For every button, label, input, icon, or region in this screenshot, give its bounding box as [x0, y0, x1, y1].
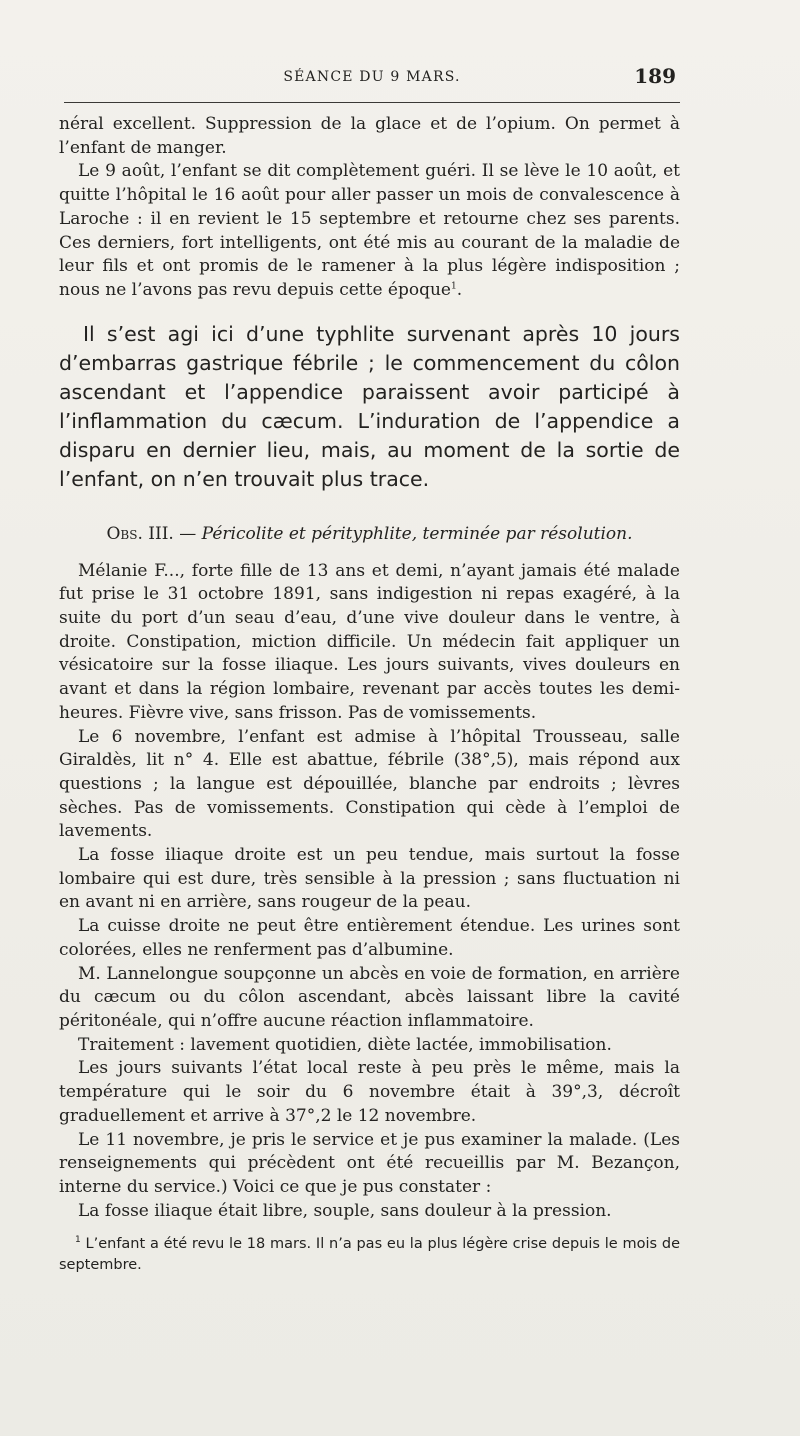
observation-paragraph: La cuisse droite ne peut être entièrement étendue. Les urines sont colorées, elles ne renferment pas d’albumine.: [59, 916, 680, 960]
observation-title: Péricolite et pérityphlite, terminée par résolution.: [201, 523, 633, 544]
footnote: [59, 1234, 680, 1276]
observation-label: Obs. III.: [106, 523, 174, 544]
body-text: [59, 113, 680, 1223]
observation-dash: —: [179, 523, 197, 544]
observation-paragraph: Le 11 novembre, je pris le service et je pus examiner la malade. (Les renseignements qui précèdent ont été recueillis par M. Bezançon, interne du service.) Voici ce que je pus constater :: [59, 1129, 680, 1197]
conclusion-paragraph: Il s’est agi ici d’une typhlite survenant après 10 jours d’embarras gastrique fébrile ; le commencement du côlon ascendant et l’appendice paraissent avoir participé à l’inflammation du cæcum. L’induration de l’appendice a disparu en dernier lieu, mais, au moment de la sortie de l’enfant, on n’en trouvait plus trace.: [59, 321, 680, 491]
paragraph: Le 9 août, l’enfant se dit complètement guéri. Il se lève le 10 août, et quitte l’hôpital le 16 août pour aller passer un mois de convalescence à Laroche : il en revient le 15 septembre et retourne chez ses parents. Ces derniers, fort intelligents, ont été mis au courant de la maladie de leur fils et ont promis de le ramener à la plus légère indisposition ; nous ne l’avons pas revu depuis cette époque$^1$.: [59, 161, 680, 300]
footnote-text: L’enfant a été revu le 18 mars. Il n’a pas eu la plus légère crise depuis le mois de septembre.: [59, 1236, 680, 1273]
observation-paragraph: Mélanie F..., forte fille de 13 ans et demi, n’ayant jamais été malade fut prise le 31 octobre 1891, sans indigestion ni repas exagéré, à la suite du port d’un seau d’eau, d’une vive douleur dans le ventre, à droite. Constipation, miction difficile. Un médecin fait appliquer un vésicatoire sur la fosse iliaque. Les jours suivants, vives douleurs en avant et dans la région lombaire, revenant par accès toutes les demi-heures. Fièvre vive, sans frisson. Pas de vomissements.: [59, 560, 680, 723]
observation-paragraph: La fosse iliaque était libre, souple, sans douleur à la pression.: [78, 1200, 612, 1221]
observation-paragraph: M. Lannelongue soupçonne un abcès en voie de formation, en arrière du cæcum ou du côlon ascendant, abcès laissant libre la cavité péritonéale, qui n’offre aucune réaction inflammatoire.: [59, 963, 680, 1031]
paragraph-text: Le 9 août, l’enfant se dit complètement guéri. Il se lève le 10 août, et quitte l’hôpital le 16 août pour aller passer un mois de convalescence à Laroche : il en revient le 15 septembre et retourne chez ses parents. Ces derniers, fort intelligents, ont été mis au courant de la maladie de leur fils et ont promis de le ramener à la plus légère indisposition ; nous ne l’avons pas revu depuis cette époque: [59, 161, 680, 300]
observation-paragraph: Les jours suivants l’état local reste à peu près le même, mais la température qui le soir du 6 novembre était à 39°,3, décroît graduellement et arrive à 37°,2 le 12 novembre.: [59, 1058, 680, 1126]
page-header: [64, 62, 680, 96]
footnote-reference: 1: [450, 281, 457, 292]
observation-paragraph: Traitement : lavement quotidien, diète lactée, immobilisation.: [78, 1034, 612, 1055]
header-rule: [64, 102, 680, 103]
page-number: 189: [634, 64, 676, 88]
footnote-marker: 1: [75, 1235, 81, 1246]
running-title: SÉANCE DU 9 MARS.: [283, 69, 461, 85]
paragraph: néral excellent. Suppression de la glace et de l’opium. On permet à l’enfant de manger.: [59, 114, 680, 158]
observation-paragraph: La fosse iliaque droite est un peu tendue, mais surtout la fosse lombaire qui est dure, très sensible à la pression ; sans fluctuation ni en avant ni en arrière, sans rougeur de la peau.: [59, 845, 680, 913]
observation-paragraph: Le 6 novembre, l’enfant est admise à l’hôpital Trousseau, salle Giraldès, lit n° 4. Elle est abattue, fébrile (38°,5), mais répond aux questions ; la langue est dépouillée, blanche par endroits ; lèvres sèches. Pas de vomissements. Constipation qui cède à l’emploi de lavements.: [59, 726, 680, 842]
observation-heading: [59, 522, 680, 546]
